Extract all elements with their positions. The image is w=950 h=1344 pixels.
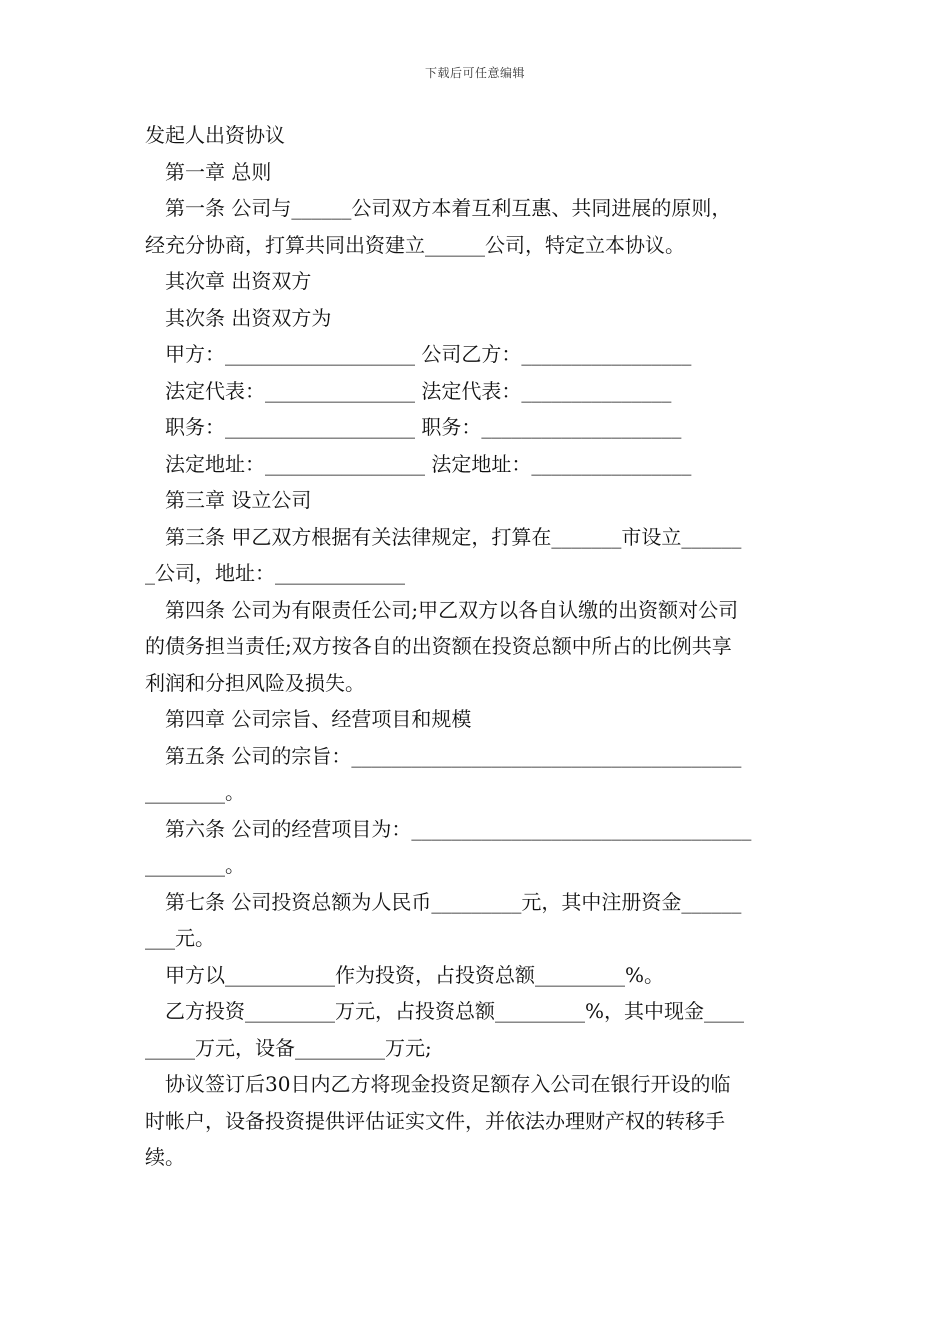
document-line: 甲方以___________作为投资，占投资总额_________%。 <box>165 962 665 987</box>
document-line: 第三章 设立公司 <box>165 488 312 512</box>
document-line: 时帐户，设备投资提供评估证实文件，并依法办理财产权的转移手 <box>145 1108 725 1133</box>
document-line: 第六条 公司的经营项目为：__________________________________ <box>165 816 752 841</box>
document-line: 其次章 出资双方 <box>165 269 312 293</box>
document-lines <box>145 154 810 1176</box>
document-line: _公司，地址：_____________ <box>145 561 405 585</box>
document-line: 第四章 公司宗旨、经营项目和规模 <box>165 707 472 731</box>
document-line: 第七条 公司投资总额为人民币_________元，其中注册资金______ <box>165 889 742 914</box>
document-line: ________。 <box>145 853 245 877</box>
document-line: ___元。 <box>145 926 215 950</box>
document-title: 发起人出资协议 <box>145 123 285 147</box>
document-line: 经充分协商，打算共同出资建立______公司，特定立本协议。 <box>145 232 685 257</box>
document-line: 第四条 公司为有限责任公司;甲乙双方以各自认缴的出资额对公司 <box>165 597 739 622</box>
document-line: 乙方投资_________万元，占投资总额_________%，其中现金____ <box>165 999 745 1023</box>
document-line: 的债务担当责任;双方按各自的出资额在投资总额中所占的比例共享 <box>145 634 732 658</box>
document-line: 甲方：___________________ 公司乙方：_________________ <box>165 342 692 366</box>
document-line: 协议签订后30日内乙方将现金投资足额存入公司在银行开设的临 <box>165 1072 731 1096</box>
document-line: 第一条 公司与______公司双方本着互利互惠、共同进展的原则， <box>165 196 732 220</box>
document-line: 第三条 甲乙双方根据有关法律规定，打算在_______市设立______ <box>165 524 742 549</box>
document-line: 职务：___________________ 职务：____________________ <box>165 415 682 439</box>
document-line: 续。 <box>145 1145 185 1169</box>
document-line: 其次条 出资双方为 <box>165 305 332 330</box>
header-note: 下载后可任意编辑 <box>424 66 525 80</box>
document-body <box>145 117 810 1176</box>
document-line: 法定代表：_______________ 法定代表：_______________ <box>165 378 672 403</box>
document-line: 利润和分担风险及损失。 <box>145 670 365 695</box>
document-line: _____万元，设备_________万元; <box>145 1035 432 1060</box>
document-line: 法定地址：________________ 法定地址：________________ <box>165 451 692 476</box>
document-line: 第一章 总则 <box>165 159 272 184</box>
document-line: 第五条 公司的宗旨：_______________________________________ <box>165 743 742 768</box>
document-line: ________。 <box>145 780 245 804</box>
